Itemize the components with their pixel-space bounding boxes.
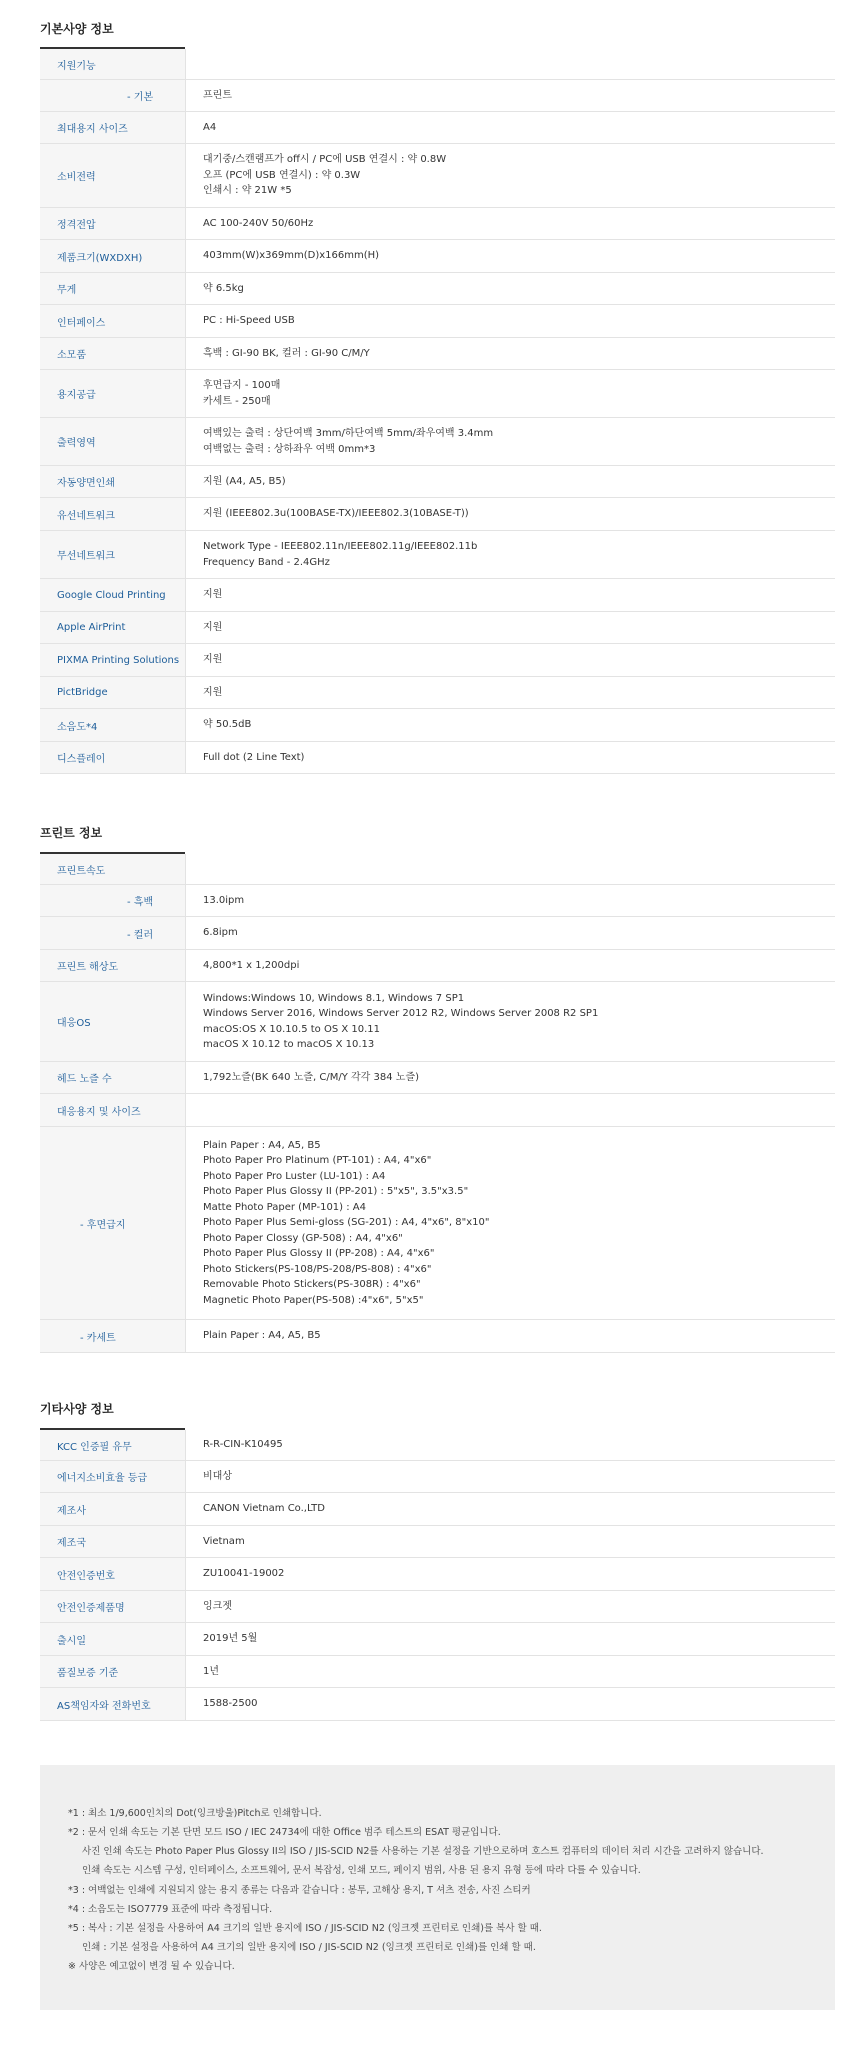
table-row — [40, 885, 835, 917]
value-line: 4,800*1 x 1,200dpi — [203, 959, 300, 971]
table-row — [40, 370, 835, 418]
value-line: Photo Paper Plus Glossy II (PP-208) : A4, 4"x6" — [203, 1248, 435, 1260]
row-value — [185, 418, 835, 465]
footnote: 사진 인쇄 속도는 Photo Paper Plus Glossy II의 ISO / JIS-SCID N2를 사용하는 기본 설정을 기반으로하며 호스트 컴퓨터의 데이터 처리 시간을 고려하지 않습니다. — [82, 1846, 764, 1857]
value-line: Photo Paper Clossy (GP-508) : A4, 4"x6" — [203, 1232, 403, 1244]
row-value — [185, 273, 835, 304]
row-value — [185, 917, 835, 949]
value-line: Photo Paper Plus Glossy II (PP-201) : 5"x5", 3.5"x3.5" — [203, 1186, 469, 1198]
value-line: Plain Paper : A4, A5, B5 — [203, 1330, 321, 1342]
row-value — [185, 498, 835, 530]
row-key: 정격전압 — [40, 208, 185, 239]
row-key: - 컬러 — [40, 917, 185, 949]
row-key: 유선네트워크 — [40, 498, 185, 530]
value-line: PC : Hi-Speed USB — [203, 315, 295, 327]
value-line: 지원 — [203, 686, 223, 698]
row-value — [185, 1493, 835, 1525]
row-key: 에너지소비효율 등급 — [40, 1461, 185, 1492]
row-value — [185, 1430, 835, 1460]
row-key: AS책임자와 전화번호 — [40, 1688, 185, 1720]
row-key: - 흑백 — [40, 885, 185, 916]
value-line: ZU10041-19002 — [203, 1568, 285, 1580]
table-row — [40, 1623, 835, 1656]
value-line: 흑백 : GI-90 BK, 컬러 : GI-90 C/M/Y — [203, 347, 370, 359]
value-line: R-R-CIN-K10495 — [203, 1439, 283, 1451]
value-line: 지원 (A4, A5, B5) — [203, 475, 286, 487]
row-key: 대응용지 및 사이즈 — [40, 1094, 185, 1126]
row-value — [185, 709, 835, 741]
row-key: 출력영역 — [40, 418, 185, 465]
footnote: *1 : 최소 1/9,600인치의 Dot(잉크방울)Pitch로 인쇄합니다. — [68, 1808, 322, 1819]
value-line: 잉크젯 — [203, 1600, 232, 1612]
value-line: macOS:OS X 10.10.5 to OS X 10.11 — [203, 1023, 381, 1035]
row-value — [185, 305, 835, 337]
value-line: 비대상 — [203, 1470, 232, 1482]
table-row — [40, 612, 835, 644]
row-key: 무선네트워크 — [40, 531, 185, 578]
table-row — [40, 338, 835, 370]
row-key: 지원기능 — [40, 49, 185, 79]
table-row — [40, 644, 835, 677]
row-key: 안전인증제품명 — [40, 1591, 185, 1622]
row-key: 품질보증 기준 — [40, 1656, 185, 1687]
row-value — [185, 1461, 835, 1492]
table-row — [40, 1320, 835, 1353]
row-value — [185, 1591, 835, 1622]
row-value — [185, 208, 835, 239]
row-value — [185, 1320, 835, 1352]
table-row — [40, 80, 835, 112]
table-row — [40, 240, 835, 273]
row-key: - 후면급지 — [40, 1127, 185, 1319]
row-key: 소음도*4 — [40, 709, 185, 741]
table-row — [40, 1094, 835, 1127]
table-row — [40, 466, 835, 498]
table-row — [40, 418, 835, 466]
row-value — [185, 612, 835, 643]
row-value — [185, 112, 835, 143]
value-line: 인쇄시 : 약 21W *5 — [203, 185, 292, 197]
row-value — [185, 885, 835, 916]
row-key: 무게 — [40, 273, 185, 304]
row-value — [185, 80, 835, 111]
footnote: *2 : 문서 인쇄 속도는 기본 단면 모드 ISO / IEC 24734에 대한 Office 범주 테스트의 ESAT 평균입니다. — [68, 1827, 501, 1838]
row-value — [185, 982, 835, 1061]
row-value — [185, 466, 835, 497]
row-key: 최대용지 사이즈 — [40, 112, 185, 143]
value-line: Vietnam — [203, 1535, 245, 1547]
row-key: 소모품 — [40, 338, 185, 369]
value-line: Photo Stickers(PS-108/PS-208/PS-808) : 4"x6" — [203, 1263, 432, 1275]
value-line: 카세트 - 250매 — [203, 395, 271, 407]
value-line: 1,792노즐(BK 640 노즐, C/M/Y 각각 384 노즐) — [203, 1071, 420, 1083]
row-value — [185, 579, 835, 611]
row-value — [185, 950, 835, 981]
section-title-print: 프린트 정보 — [40, 826, 103, 840]
row-key: 프린트속도 — [40, 854, 185, 884]
value-line: 약 50.5dB — [203, 719, 252, 731]
footnote: *5 : 복사 : 기본 설정을 사용하여 A4 크기의 일반 용지에 ISO / JIS-SCID N2 (잉크젯 프린터로 인쇄)를 복사 할 때. — [68, 1923, 542, 1934]
table-row — [40, 579, 835, 612]
table-row — [40, 1591, 835, 1623]
footnotes-box — [40, 1765, 835, 2010]
row-key: 출시일 — [40, 1623, 185, 1655]
table-row — [40, 208, 835, 240]
value-line: Matte Photo Paper (MP-101) : A4 — [203, 1201, 366, 1213]
footnote: ※ 사양은 예고없이 변경 될 수 있습니다. — [68, 1961, 235, 1972]
row-key: - 카세트 — [40, 1320, 185, 1352]
value-line: 1588-2500 — [203, 1698, 258, 1710]
row-key: 디스플레이 — [40, 742, 185, 773]
value-line: 여백없는 출력 : 상하좌우 여백 0mm*3 — [203, 443, 376, 455]
value-line: 403mm(W)x369mm(D)x166mm(H) — [203, 250, 380, 262]
value-line: 약 6.5kg — [203, 282, 244, 294]
value-line: 대기중/스캔램프가 off시 / PC에 USB 연결시 : 약 0.8W — [203, 154, 447, 166]
row-key: Apple AirPrint — [40, 612, 185, 643]
table-row — [40, 1558, 835, 1591]
row-key: 제조국 — [40, 1526, 185, 1557]
row-value — [185, 1623, 835, 1655]
value-line: 13.0ipm — [203, 894, 245, 906]
table-row — [40, 144, 835, 208]
row-key: KCC 인증필 유무 — [40, 1430, 185, 1460]
footnote: 인쇄 : 기본 설정을 사용하여 A4 크기의 일반 용지에 ISO / JIS-SCID N2 (잉크젯 프린터로 인쇄)를 인쇄 할 때. — [82, 1942, 536, 1953]
value-line: Windows Server 2016, Windows Server 2012 R2, Windows Server 2008 R2 SP1 — [203, 1008, 599, 1019]
section-title-other: 기타사양 정보 — [40, 1402, 114, 1416]
table-row — [40, 742, 835, 774]
value-line: Photo Paper Pro Platinum (PT-101) : A4, 4"x6" — [203, 1155, 432, 1167]
row-value — [185, 1062, 835, 1093]
value-line: 지원 — [203, 589, 223, 601]
value-line: 6.8ipm — [203, 927, 238, 939]
table-row — [40, 677, 835, 709]
row-key: 프린트 해상도 — [40, 950, 185, 981]
table-row — [40, 112, 835, 144]
row-value — [185, 338, 835, 369]
row-value — [185, 677, 835, 708]
value-line: 지원 — [203, 654, 223, 666]
table-row — [40, 1656, 835, 1688]
row-key: 제품크기(WXDXH) — [40, 240, 185, 272]
value-line: Windows:Windows 10, Windows 8.1, Windows 7 SP1 — [203, 992, 465, 1004]
value-line: 프린트 — [203, 89, 232, 101]
table-row — [40, 1461, 835, 1493]
row-value — [185, 1526, 835, 1557]
table-row — [40, 1430, 835, 1461]
row-value — [185, 1094, 835, 1126]
table-row — [40, 1526, 835, 1558]
footnote: 인쇄 속도는 시스템 구성, 인터페이스, 소프트웨어, 문서 복잡성, 인쇄 모드, 페이지 범위, 사용 된 용지 유형 등에 따라 다를 수 있습니다. — [82, 1865, 641, 1876]
row-key: 안전인증번호 — [40, 1558, 185, 1590]
value-line: Magnetic Photo Paper(PS-508) :4"x6", 5"x5" — [203, 1294, 424, 1306]
row-key: 용지공급 — [40, 370, 185, 417]
row-value — [185, 370, 835, 417]
value-line: 여백있는 출력 : 상단여백 3mm/하단여백 5mm/좌우여백 3.4mm — [203, 428, 494, 439]
row-value — [185, 240, 835, 272]
row-value — [185, 1688, 835, 1720]
table-row — [40, 1127, 835, 1320]
table-row — [40, 917, 835, 950]
row-value — [185, 742, 835, 773]
value-line: 1년 — [203, 1665, 220, 1677]
row-value — [185, 144, 835, 207]
value-line: CANON Vietnam Co.,LTD — [203, 1503, 325, 1515]
value-line: AC 100-240V 50/60Hz — [203, 217, 314, 229]
table-row — [40, 305, 835, 338]
row-key: 자동양면인쇄 — [40, 466, 185, 497]
row-value — [185, 1127, 835, 1319]
value-line: Photo Paper Plus Semi-gloss (SG-201) : A4, 4"x6", 8"x10" — [203, 1217, 490, 1229]
footnote: *3 : 여백없는 인쇄에 지원되지 않는 용지 종류는 다음과 같습니다 : 봉투, 고해상 용지, T 셔츠 전송, 사진 스티커 — [68, 1885, 531, 1896]
value-line: Full dot (2 Line Text) — [203, 751, 305, 763]
row-key: Google Cloud Printing — [40, 579, 185, 611]
value-line: Frequency Band - 2.4GHz — [203, 556, 330, 568]
table-row — [40, 1688, 835, 1721]
value-line: Plain Paper : A4, A5, B5 — [203, 1139, 321, 1151]
value-line: 2019년 5월 — [203, 1633, 258, 1645]
row-key: 소비전력 — [40, 144, 185, 207]
row-key: 제조사 — [40, 1493, 185, 1525]
row-key: 인터페이스 — [40, 305, 185, 337]
row-value — [185, 1558, 835, 1590]
row-value — [185, 644, 835, 676]
row-key: 대응OS — [40, 982, 185, 1061]
table-row — [40, 1062, 835, 1094]
value-line: 지원 (IEEE802.3u(100BASE-TX)/IEEE802.3(10BASE-T)) — [203, 508, 469, 520]
row-key: - 기본 — [40, 80, 185, 111]
table-row — [40, 709, 835, 742]
table-row — [40, 273, 835, 305]
section-title-basic: 기본사양 정보 — [40, 22, 114, 36]
row-value — [185, 1656, 835, 1687]
footnote: *4 : 소음도는 ISO7779 표준에 따라 측정됩니다. — [68, 1904, 273, 1915]
row-value — [185, 531, 835, 578]
table-row — [40, 982, 835, 1062]
value-line: Network Type - IEEE802.11n/IEEE802.11g/IEEE802.11b — [203, 541, 478, 552]
table-row — [40, 49, 835, 80]
row-value — [185, 49, 835, 79]
row-key: PictBridge — [40, 677, 185, 708]
table-row — [40, 498, 835, 531]
table-row — [40, 1493, 835, 1526]
row-key: PIXMA Printing Solutions — [40, 644, 185, 676]
value-line: 오프 (PC에 USB 연결시) : 약 0.3W — [203, 169, 361, 181]
value-line: 지원 — [203, 621, 223, 633]
table-row — [40, 950, 835, 982]
row-key: 헤드 노즐 수 — [40, 1062, 185, 1093]
value-line: Removable Photo Stickers(PS-308R) : 4"x6" — [203, 1279, 421, 1291]
value-line: macOS X 10.12 to macOS X 10.13 — [203, 1039, 375, 1050]
row-value — [185, 854, 835, 884]
table-row — [40, 854, 835, 885]
value-line: A4 — [203, 121, 217, 133]
value-line: 후면급지 - 100매 — [203, 380, 281, 391]
value-line: Photo Paper Pro Luster (LU-101) : A4 — [203, 1170, 386, 1182]
table-row — [40, 531, 835, 579]
